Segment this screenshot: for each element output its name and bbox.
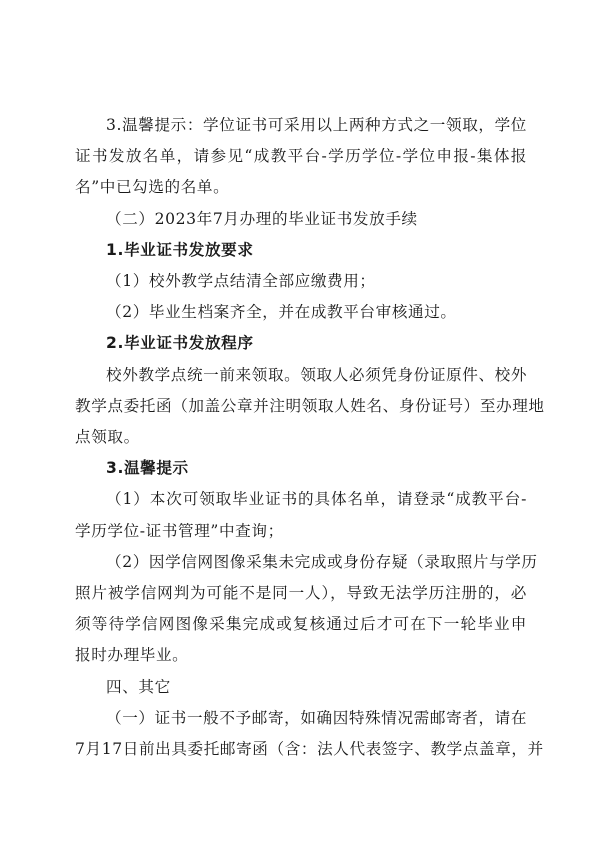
subsection-heading: （二）2023年7月办理的毕业证书发放手续: [106, 210, 418, 228]
paragraph-line: 教学点委托函（加盖公章并注明领取人姓名、身份证号）至办理地: [75, 397, 545, 415]
paragraph-line: 名”中已勾选的名单。: [75, 178, 230, 196]
paragraph-line: 学历学位-证书管理”中查询；: [75, 522, 284, 540]
section-heading: 1.毕业证书发放要求: [106, 241, 254, 259]
list-item: （2）因学信网图像采集未完成或身份存疑（录取照片与学历: [106, 553, 538, 571]
paragraph-line: 证书发放名单，请参见“成教平台-学历学位-学位申报-集体报: [75, 147, 527, 165]
paragraph-line: 点领取。: [75, 428, 140, 446]
list-item: （2）毕业生档案齐全，并在成教平台审核通过。: [106, 303, 457, 321]
paragraph-line: 校外教学点统一前来领取。领取人必须凭身份证原件、校外: [106, 366, 528, 384]
section-heading: 2.毕业证书发放程序: [106, 334, 254, 352]
list-item: （1）校外教学点结清全部应缴费用；: [106, 272, 376, 290]
paragraph-line: 7月17日前出具委托邮寄函（含：法人代表签字、教学点盖章，并: [75, 740, 544, 758]
paragraph-line: 照片被学信网判为可能不是同一人），导致无法学历注册的，必: [75, 584, 527, 602]
paragraph-line: 报时办理毕业。: [75, 646, 189, 664]
paragraph-line: 3.温馨提示：学位证书可采用以上两种方式之一领取，学位: [106, 116, 527, 134]
list-item: （1）本次可领取毕业证书的具体名单，请登录“成教平台-: [106, 490, 527, 508]
section-heading: 四、其它: [106, 678, 171, 696]
paragraph-line: 须等待学信网图像采集完成或复核通过后才可在下一轮毕业申: [75, 615, 527, 633]
paragraph-line: （一）证书一般不予邮寄，如确因特殊情况需邮寄者，请在: [106, 709, 528, 727]
section-heading: 3.温馨提示: [106, 459, 189, 477]
